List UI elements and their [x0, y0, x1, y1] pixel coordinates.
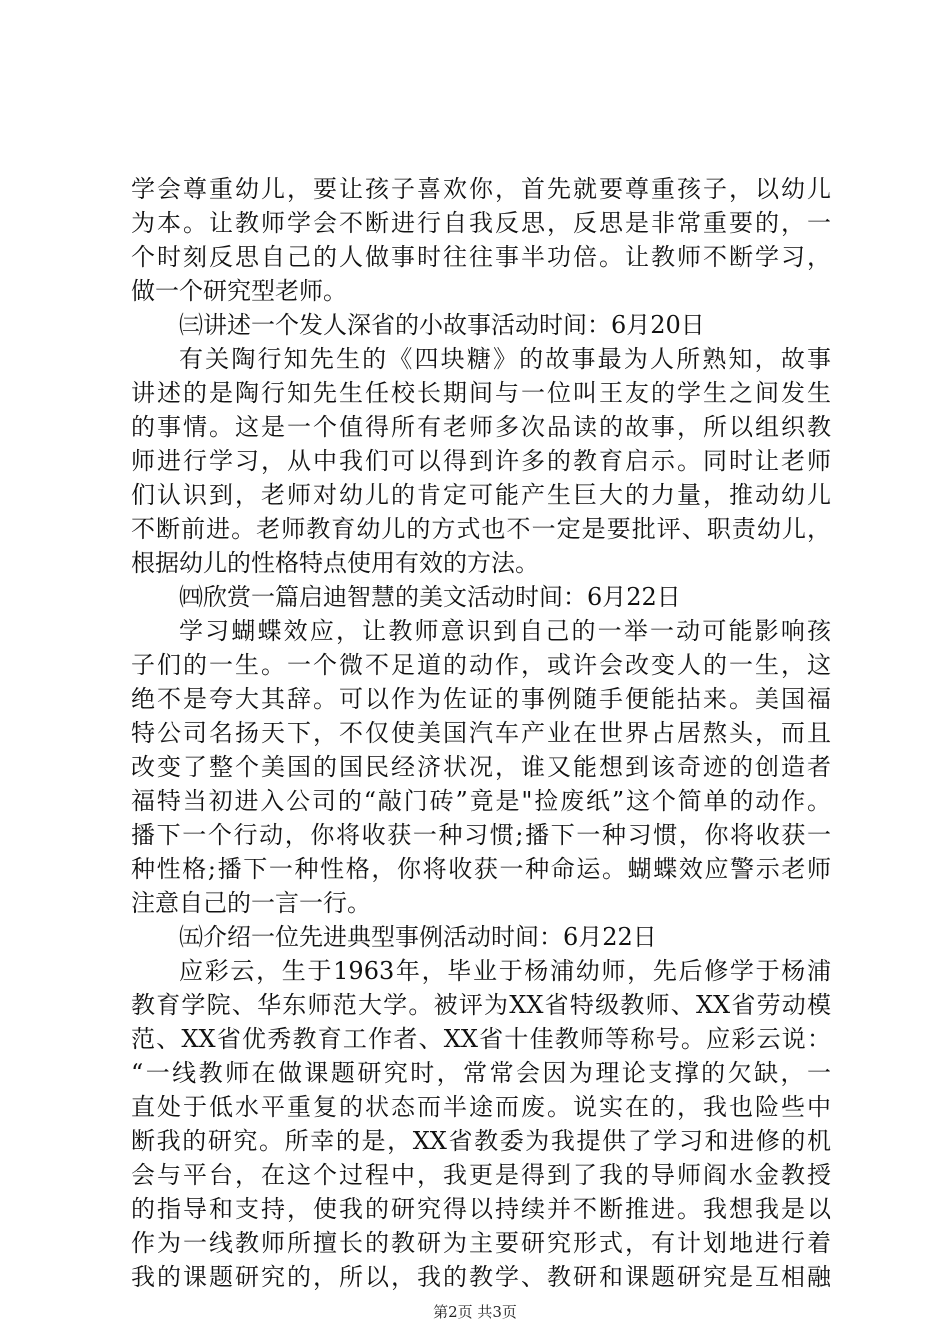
text-line: 我的课题研究的，所以，我的教学、教研和课题研究是互相融 — [131, 1263, 831, 1291]
text-line: 为本。让教师学会不断进行自我反思，反思是非常重要的，一 — [131, 209, 831, 237]
text-line: 作为一线教师所擅长的教研为主要研究形式，有计划地进行着 — [131, 1229, 831, 1257]
text-line: 个时刻反思自己的人做事时往往事半功倍。让教师不断学习， — [131, 243, 831, 271]
text-line: 学习蝴蝶效应，让教师意识到自己的一举一动可能影响孩 — [179, 617, 831, 645]
text-line: 改变了整个美国的国民经济状况，谁又能想到该奇迹的创造者 — [131, 753, 831, 781]
text-line: 的事情。这是一个值得所有老师多次品读的故事，所以组织教 — [131, 413, 831, 441]
text-line: 断我的研究。所幸的是，XX省教委为我提供了学习和进修的机 — [131, 1127, 831, 1155]
text-line: 讲述的是陶行知先生任校长期间与一位叫王友的学生之间发生 — [131, 379, 831, 407]
text-line: 学会尊重幼儿，要让孩子喜欢你，首先就要尊重孩子，以幼儿 — [131, 175, 831, 203]
text-line: 注意自己的一言一行。 — [131, 889, 371, 917]
text-line: 做一个研究型老师。 — [131, 277, 347, 305]
text-line: ㈤介绍一位先进典型事例活动时间：6月22日 — [179, 923, 657, 951]
text-line: “一线教师在做课题研究时，常常会因为理论支撑的欠缺，一 — [131, 1059, 831, 1087]
text-line: 福特当初进入公司的“敲门砖”竟是"捡废纸”这个简单的动作。 — [131, 787, 831, 815]
text-line: 不断前进。老师教育幼儿的方式也不一定是要批评、职责幼儿， — [131, 515, 831, 543]
text-line: 子们的一生。一个微不足道的动作，或许会改变人的一生，这 — [131, 651, 831, 679]
text-line: 师进行学习，从中我们可以得到许多的教育启示。同时让老师 — [131, 447, 831, 475]
text-line: 应彩云，生于1963年，毕业于杨浦幼师，先后修学于杨浦 — [179, 957, 831, 985]
text-line: 直处于低水平重复的状态而半途而废。说实在的，我也险些中 — [131, 1093, 831, 1121]
text-line: 会与平台，在这个过程中，我更是得到了我的导师阎水金教授 — [131, 1161, 831, 1189]
document-body — [131, 172, 831, 1294]
text-line: ㈣欣赏一篇启迪智慧的美文活动时间：6月22日 — [179, 583, 681, 611]
page-footer: 第2页 共3页 — [433, 1303, 517, 1321]
text-line: 种性格;播下一种性格，你将收获一种命运。蝴蝶效应警示老师 — [131, 855, 831, 883]
text-line: ㈢讲述一个发人深省的小故事活动时间：6月20日 — [179, 311, 705, 339]
text-line: 范、XX省优秀教育工作者、XX省十佳教师等称号。应彩云说： — [131, 1025, 831, 1053]
text-line: 教育学院、华东师范大学。被评为XX省特级教师、XX省劳动模 — [131, 991, 831, 1019]
text-line: 们认识到，老师对幼儿的肯定可能产生巨大的力量，推动幼儿 — [131, 481, 831, 509]
text-line: 绝不是夸大其辞。可以作为佐证的事例随手便能拈来。美国福 — [131, 685, 831, 713]
text-line: 播下一个行动，你将收获一种习惯;播下一种习惯，你将收获一 — [131, 821, 831, 849]
text-line: 的指导和支持，使我的研究得以持续并不断推进。我想我是以 — [131, 1195, 831, 1223]
text-line: 有关陶行知先生的《四块糖》的故事最为人所熟知，故事 — [179, 345, 831, 373]
text-line: 根据幼儿的性格特点使用有效的方法。 — [131, 549, 539, 577]
text-line: 特公司名扬天下，不仅使美国汽车产业在世界占居熬头，而且 — [131, 719, 831, 747]
